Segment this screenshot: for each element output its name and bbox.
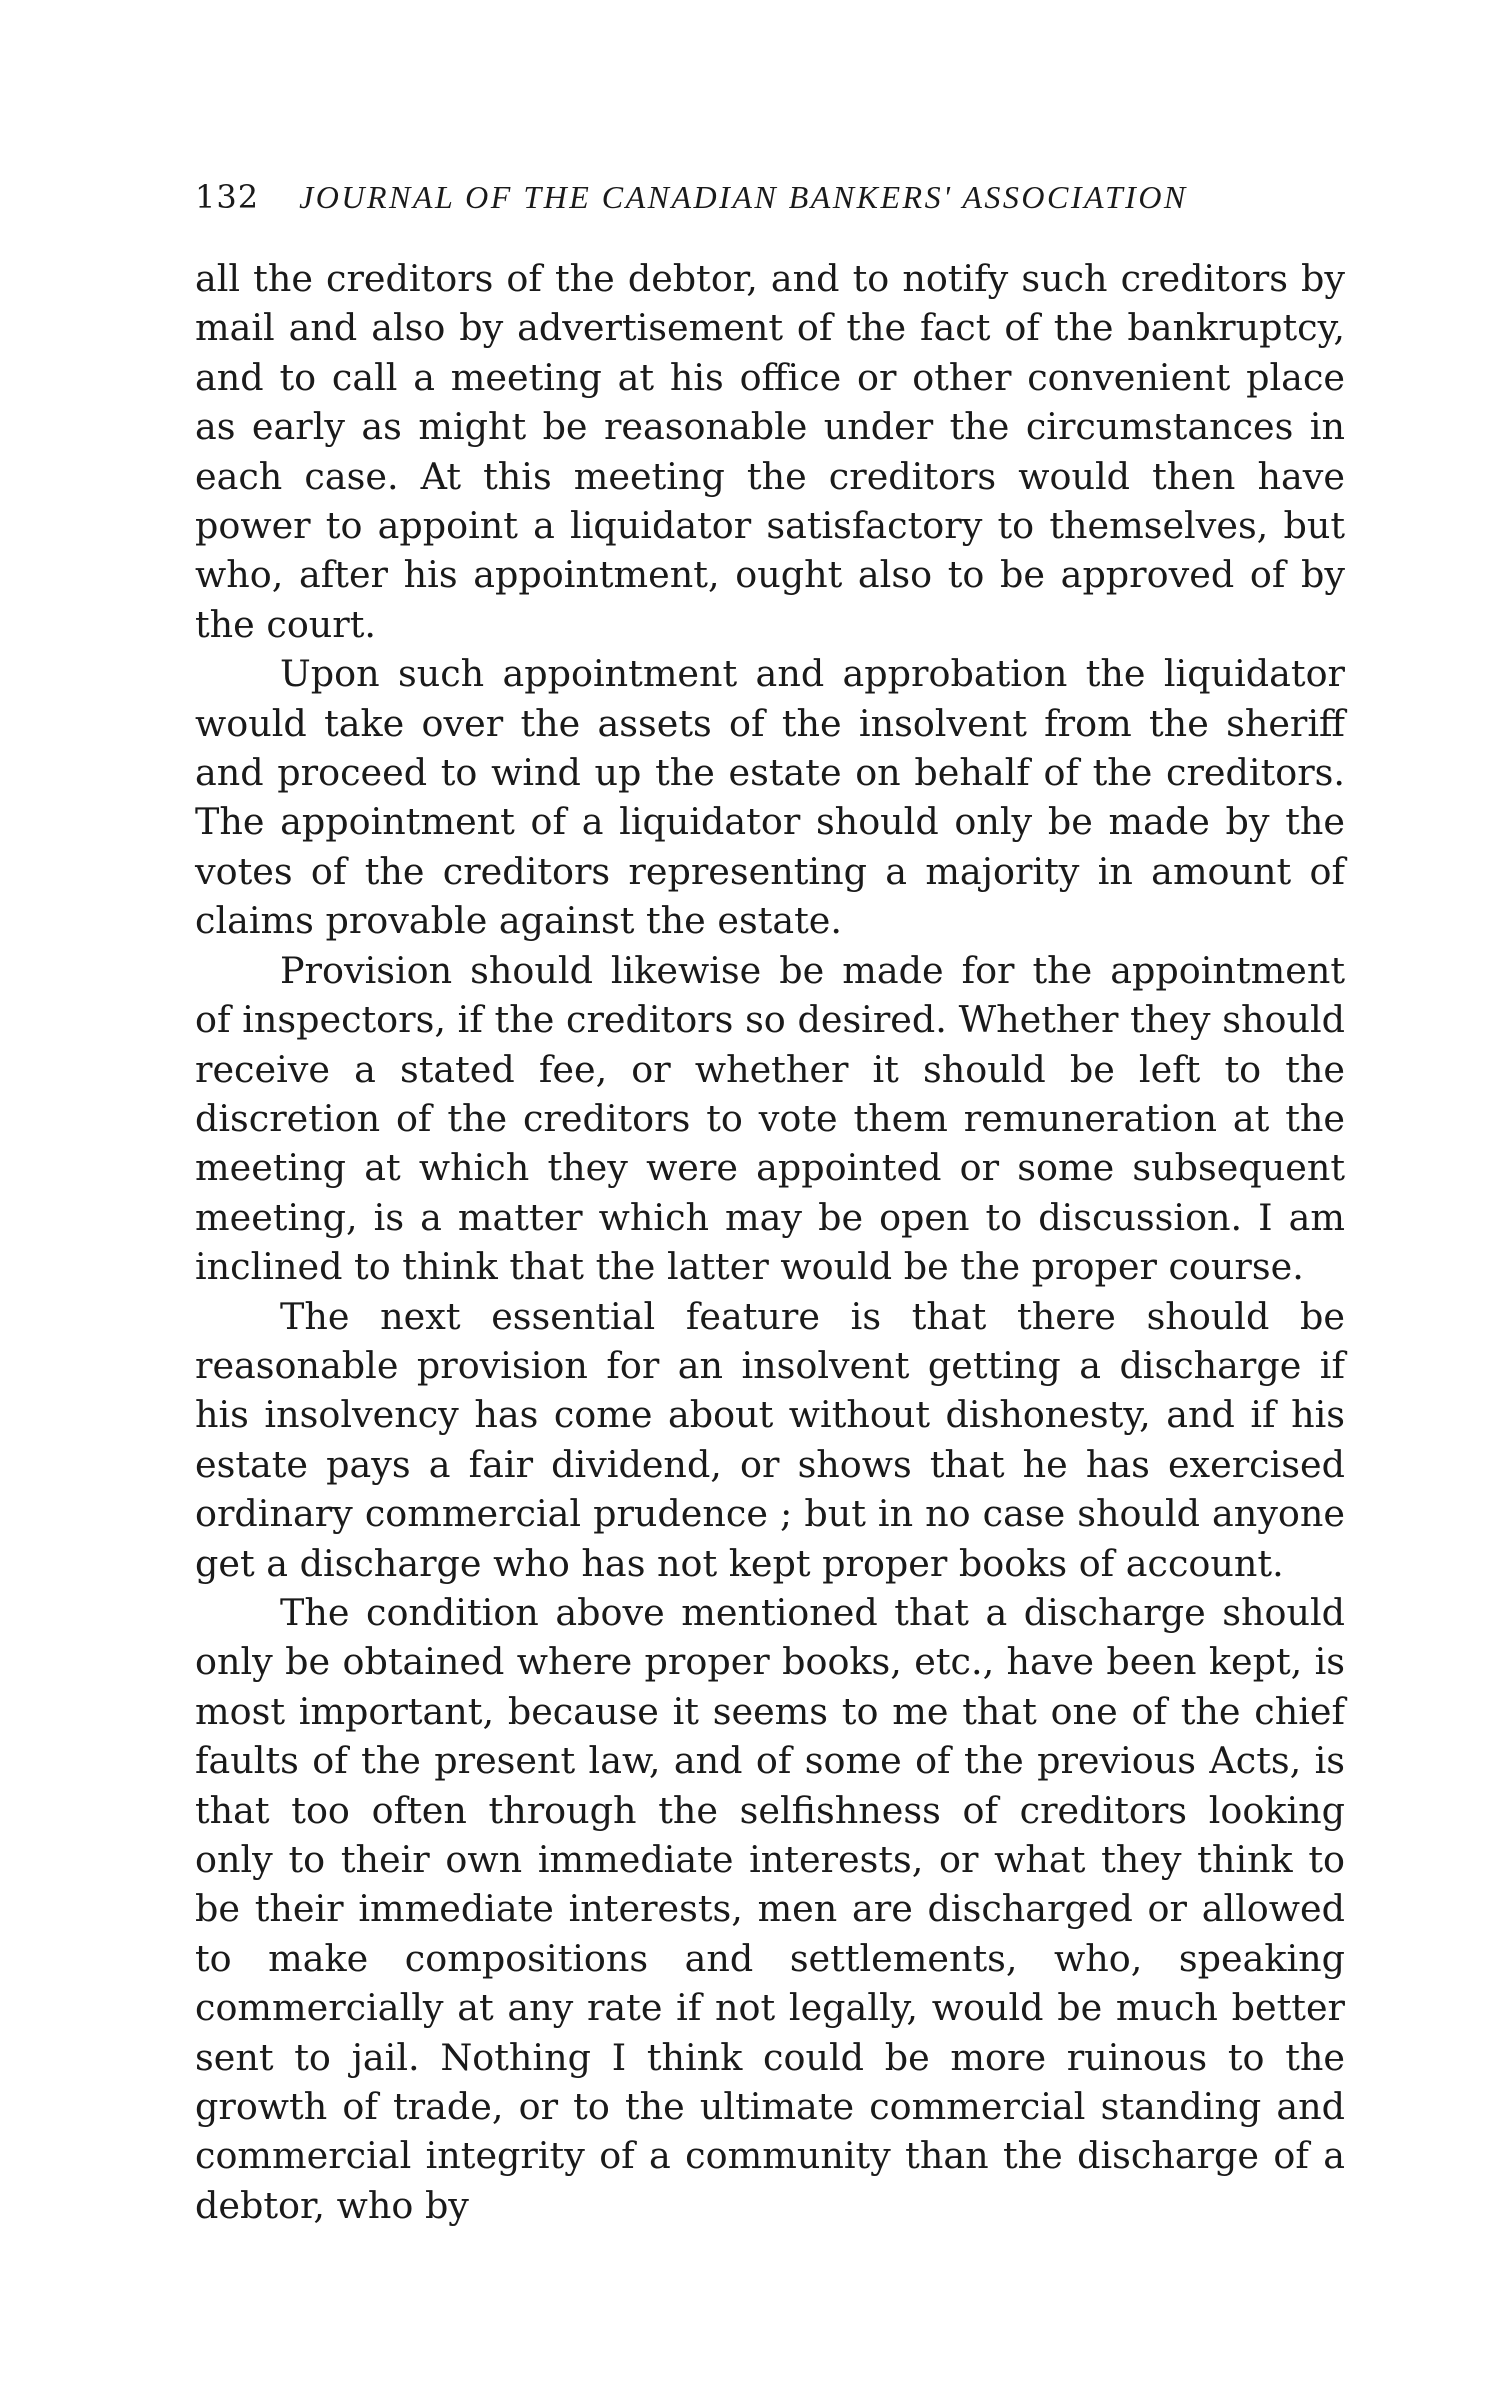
paragraph-liquidator-appointment: Upon such appointment and approbation the liquidator would take over the assets of the insolvent from the sheriff and proceed to wind up the estate on behalf of the creditors. The appointment of a liquidator should only be made by the votes of the creditors representing a majority in amount of claims provable against the estate. (195, 652, 1345, 943)
paragraph-inspectors: Provision should likewise be made for the appointment of inspectors, if the creditors so desired. Whether they should receive a stated fee, or whether it should be left to the discretion of the creditors to vote them remuneration at the meeting at which they were appointed or some subsequent meeting, is a matter which may be open to discussion. I am inclined to think that the latter would be the proper course. (195, 948, 1345, 1289)
body-text (195, 254, 1345, 2230)
paragraph-continued: all the creditors of the debtor, and to notify such creditors by mail and also by advertisement of the fact of the bankruptcy, and to call a meeting at his office or other convenient place as early as might be reasonable under the circumstances in each case. At this meeting the creditors would then have power to appoint a liquidator satisfactory to themselves, but who, after his appointment, ought also to be approved of by the court. (195, 257, 1345, 646)
running-head (195, 178, 1345, 218)
journal-title: JOURNAL OF THE CANADIAN BANKERS' ASSOCIATION (299, 179, 1188, 215)
journal-page (195, 178, 1345, 2230)
paragraph-discharge-provision: The next essential feature is that there should be reasonable provision for an insolvent getting a discharge if his insolvency has come about without dishonesty, and if his estate pays a fair dividend, or shows that he has exercised ordinary commercial prudence ; but in no case should anyone get a discharge who has not kept proper books of account. (195, 1294, 1345, 1585)
paragraph-discharge-condition: The condition above mentioned that a discharge should only be obtained where proper books, etc., have been kept, is most important, because it seems to me that one of the chief faults of the present law, and of some of the previous Acts, is that too often through the selfishness of creditors looking only to their own immediate interests, or what they think to be their immediate interests, men are discharged or allowed to make compositions and settlements, who, speaking commercially at any rate if not legally, would be much better sent to jail. Nothing I think could be more ruinous to the growth of trade, or to the ultimate commercial standing and commercial integrity of a community than the discharge of a debtor, who by (195, 1590, 1345, 2227)
page-number: 132 (195, 178, 260, 216)
